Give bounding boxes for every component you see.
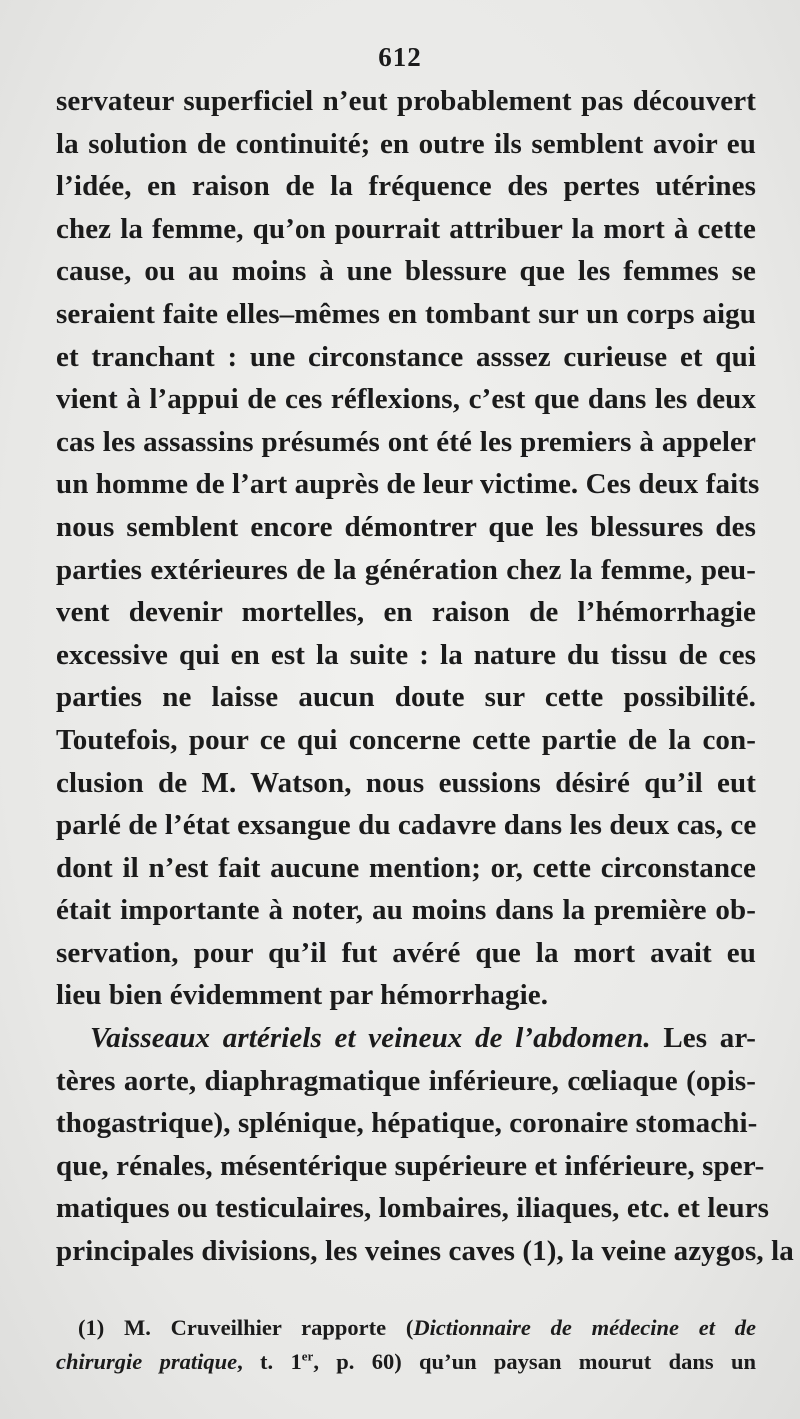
- text-line: un homme de l’art auprès de leur victime. Ces deux faits: [56, 468, 760, 501]
- footnote-citation-title: Dictionnaire de médecine et de: [413, 1315, 757, 1340]
- section-heading: Vaisseaux artériels et veineux de l’abdomen.: [90, 1022, 651, 1055]
- text-line: et tranchant : une circonstance asssez curieuse et qui: [56, 340, 756, 373]
- text-line: chez la femme, qu’on pourrait attribuer la mort à cette: [56, 212, 756, 245]
- text-line: parties extérieures de la génération chez la femme, peu-: [56, 553, 756, 586]
- section-heading-line: [56, 1017, 756, 1060]
- text-line: nous semblent encore démontrer que les blessures des: [56, 510, 756, 543]
- text-line: seraient faite elles–mêmes en tombant sur un corps aigu: [56, 297, 756, 330]
- text-line: dont il n’est fait aucune mention; or, cette circonstance: [56, 851, 756, 884]
- footnote-line: [56, 1311, 756, 1345]
- footnote-citation-title: chirurgie pratique: [56, 1349, 238, 1374]
- text-line: tères aorte, diaphragmatique inférieure, cœliaque (opis-: [56, 1064, 756, 1097]
- text-line: parties ne laisse aucun doute sur cette possibilité.: [56, 681, 756, 714]
- text-line: clusion de M. Watson, nous eussions désiré qu’il eut: [56, 766, 756, 799]
- footnote: [56, 1311, 756, 1379]
- text-line: vient à l’appui de ces réflexions, c’est que dans les deux: [56, 383, 756, 416]
- text-line: servation, pour qu’il fut avéré que la mort avait eu: [56, 936, 756, 969]
- text-line: principales divisions, les veines caves (1), la veine azygos, la: [56, 1235, 794, 1268]
- text-line: vent devenir mortelles, en raison de l’hémorrhagie: [56, 596, 756, 629]
- text-line: que, rénales, mésentérique supérieure et inférieure, sper-: [56, 1149, 765, 1182]
- footnote-superscript: er: [301, 1348, 314, 1364]
- footnote-line: [56, 1345, 756, 1379]
- text-line: cas les assassins présumés ont été les premiers à appeler: [56, 425, 756, 458]
- text-line: excessive qui en est la suite : la nature du tissu de ces: [56, 638, 756, 671]
- footnote-fragment: (1) M. Cruveilhier rapporte (: [78, 1315, 414, 1340]
- footnote-fragment: , t. 1: [237, 1349, 302, 1374]
- text-line: lieu bien évidemment par hémorrhagie.: [56, 979, 549, 1012]
- footnote-fragment: , p. 60) qu’un paysan mourut dans un: [313, 1349, 756, 1374]
- text-line: cause, ou au moins à une blessure que les femmes se: [56, 255, 756, 288]
- page-number: 612: [378, 42, 422, 72]
- text-line: la solution de continuité; en outre ils semblent avoir eu: [56, 127, 756, 160]
- text-fragment: Les ar-: [650, 1022, 756, 1055]
- text-line: l’idée, en raison de la fréquence des pertes utérines: [56, 170, 756, 203]
- text-line: Toutefois, pour ce qui concerne cette partie de la con-: [56, 723, 756, 756]
- text-line: matiques ou testiculaires, lombaires, iliaques, etc. et leurs: [56, 1192, 770, 1225]
- text-line: était importante à noter, au moins dans la première ob-: [56, 894, 756, 927]
- text-line: servateur superficiel n’eut probablement pas découvert: [56, 85, 756, 117]
- text-line: parlé de l’état exsangue du cadavre dans les deux cas, ce: [56, 809, 757, 842]
- body-text: [56, 80, 794, 1273]
- text-line: thogastrique), splénique, hépatique, coronaire stomachi-: [56, 1107, 758, 1140]
